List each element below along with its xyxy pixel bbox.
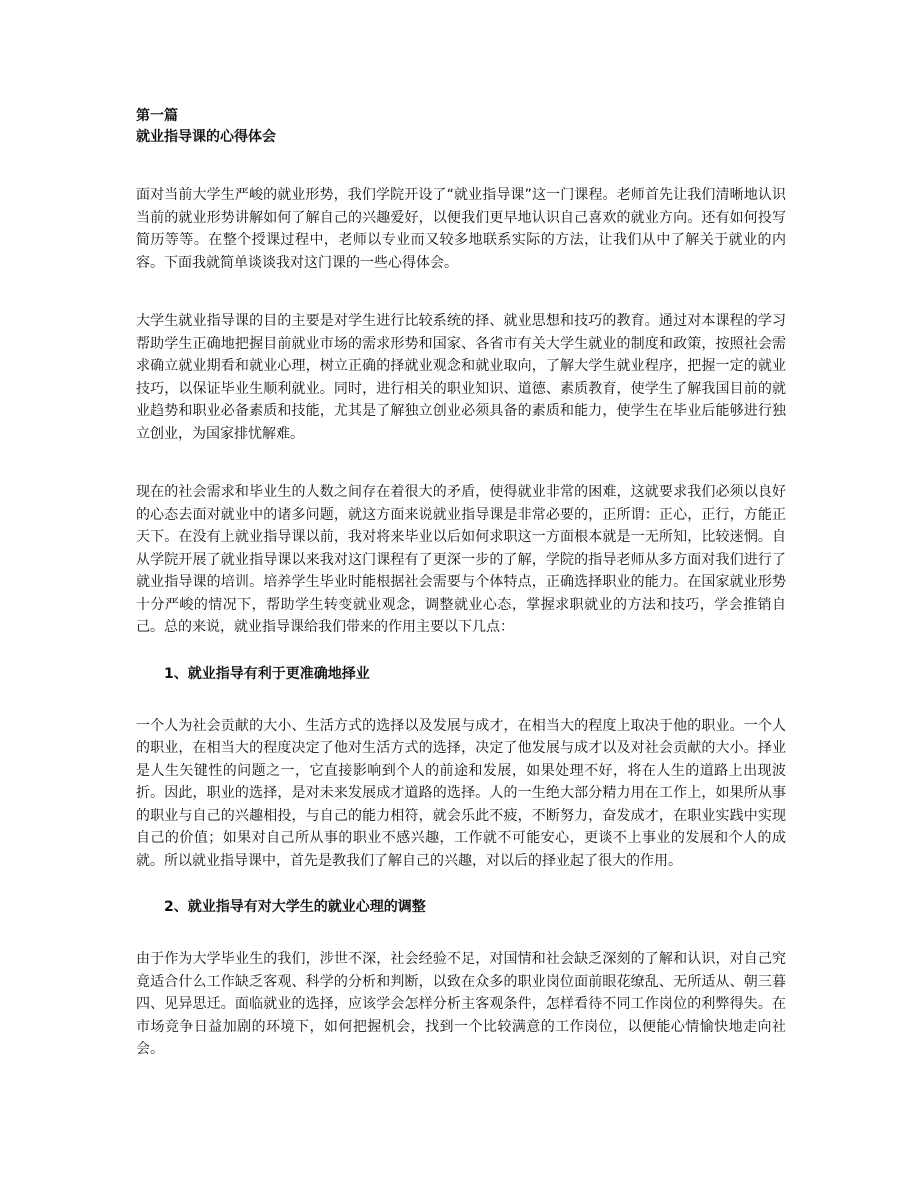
document-title: 就业指导课的心得体会 — [136, 129, 276, 145]
spacer — [136, 872, 786, 896]
spacer — [136, 445, 786, 481]
spacer — [136, 685, 786, 715]
section-heading-1: 1、就业指导有利于更准确地择业 — [164, 665, 370, 682]
section-label: 第一篇 — [136, 108, 178, 124]
paragraph-section-1: 一个人为社会贡献的大小、生活方式的选择以及发展与成才，在相当大的程度上取决于他的职业。一个人的职业，在相当大的程度决定了他对生活方式的选择，决定了他发展与成才以及对社会贡献的大小。择业是人生矢键性的问题之一，它直接影响到个人的前途和发展，如果处理不好，将在人生的道路上出现波折。因此，职业的选择，是对未来发展成才道路的选择。人的一生绝大部分精力用在工作上，如果所从事的职业与自己的兴趣相投，与自己的能力相符，就会乐此不疲，不断努力，奋发成才，在职业实践中实现自己的价值；如果对自己所从事的职业不感兴趣，工作就不可能安心，更谈不上事业的发展和个人的成就。所以就业指导课中，首先是教我们了解自己的兴趣，对以后的择业起了很大的作用。 — [136, 717, 786, 869]
spacer — [136, 274, 786, 310]
spacer — [136, 639, 786, 663]
spacer — [136, 918, 786, 948]
paragraph-purpose: 大学生就业指导课的目的主要是对学生进行比较系统的择、就业思想和技巧的教育。通过对本课程的学习帮助学生正确地把握目前就业市场的需求形势和国家、各省市有关大学生就业的制度和政策，按照社会需求确立就业期看和就业心理，树立正确的择就业观念和就业取向，了解大学生就业程序，把握一定的就业技巧，以保证毕业生顺利就业。同时，进行相关的职业知识、道德、素质教育，使学生了解我国目前的就业趋势和职业必备素质和技能，尤其是了解独立创业必须具备的素质和能力，使学生在毕业后能够进行独立创业，为国家排忧解难。 — [136, 313, 786, 442]
paragraph-intro: 面对当前大学生严峻的就业形势，我们学院开设了“就业指导课”这一门课程。老师首先让我们清晰地认识当前的就业形势讲解如何了解自己的兴趣爱好，以便我们更早地认识自己喜欢的就业方向。还有如何投写简历等等。在整个授课过程中，老师以专业而又较多地联系实际的方法，让我们从中了解关于就业的内容。下面我就简单谈谈我对这门课的一些心得体会。 — [136, 187, 786, 271]
paragraph-necessity: 现在的社会需求和毕业生的人数之间存在着很大的矛盾，使得就业非常的困难，这就要求我们必须以良好的心态去面对就业中的诸多问题，就这方面来说就业指导课是非常必要的，正所谓：正心，正行，方能正天下。在没有上就业指导课以前，我对将来毕业以后如何求职这一方面根本就是一无所知，比较迷惘。自从学院开展了就业指导课以来我对这门课程有了更深一步的了解，学院的指导老师从多方面对我们进行了就业指导课的培训。培养学生毕业时能根据社会需要与个体特点，正确选择职业的能力。在国家就业形势十分严峻的情况下，帮助学生转变就业观念，调整就业心态，掌握求职就业的方法和技巧，学会推销自己。总的来说，就业指导课给我们带来的作用主要以下几点： — [136, 484, 786, 635]
section-heading-2: 2、就业指导有对大学生的就业心理的调整 — [164, 899, 426, 915]
paragraph-section-2: 由于作为大学毕业生的我们，涉世不深，社会经验不足，对国情和社会缺乏深刻的了解和认识，对自己究竟适合什么工作缺乏客观、科学的分析和判断，以致在众多的职业岗位面前眼花缭乱、无所适从、朝三暮四、见异思迁。面临就业的选择，应该学会怎样分析主客观条件，怎样看待不同工作岗位的利弊得失。在市场竞争日益加剧的环境下，如何把握机会，找到一个比较满意的工作岗位，以便能心情愉快地走向社会。 — [136, 951, 786, 1057]
document-content — [136, 106, 786, 1061]
spacer — [136, 148, 786, 184]
